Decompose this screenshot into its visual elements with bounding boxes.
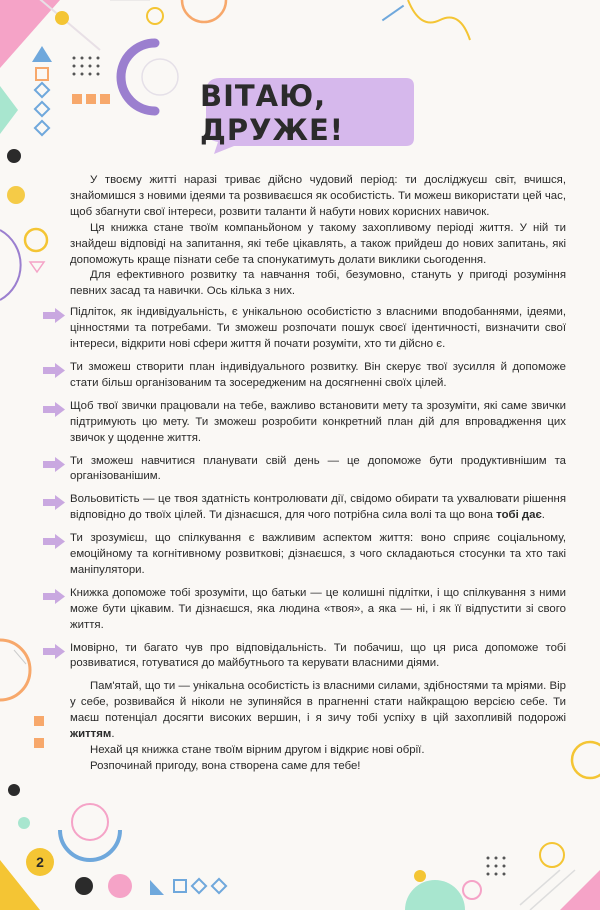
bullet-item (70, 641, 566, 673)
arrow-icon (43, 363, 65, 378)
arrow-icon (43, 589, 65, 604)
bullet-text: Підліток, як індивідуальність, є унікальною особистістю з власними вподобаннями, ідеями, цінностями та потребами. Ти зможеш розпочати пошук своєї ідентичності, визначити свої інтереси, відкрити нові сфери життя й почати розуміти, хто ти дійсно є. (70, 306, 566, 351)
closing-text-end: . (111, 728, 115, 741)
arrow-icon (43, 534, 65, 549)
bullet-item (70, 305, 566, 353)
closing-paragraph: Розпочинай пригоду, вона створена саме для тебе! (90, 759, 361, 772)
closing-emphasis: життям (70, 728, 112, 741)
bullet-item (70, 454, 566, 486)
title-bubble (200, 72, 418, 154)
main-text (70, 173, 566, 775)
bullet-text-end: . (541, 509, 545, 522)
page-title: ВІТАЮ, ДРУЖЕ! (200, 79, 344, 147)
intro-paragraph: У твоєму житті наразі триває дійсно чудовий період: ти досліджуєш світ, вчишся, знайомишся з новими ідеями та розвиваєшся як особистість. Ти можеш використати цей час, щоб збагнути свої інтереси, розвити таланти й набути нових корисних навичок. (70, 174, 566, 218)
arrow-icon (43, 457, 65, 472)
arrow-icon (43, 402, 65, 417)
page-number: 2 (26, 848, 54, 876)
arrow-icon (43, 644, 65, 659)
bullet-item (70, 360, 566, 392)
bullet-item (70, 586, 566, 634)
bullet-item (70, 399, 566, 447)
intro-paragraph: Для ефективного розвитку та навчання тобі, безумовно, стануть у пригоді розуміння певних засад та навички. Ось кілька з них. (70, 269, 566, 298)
arrow-icon (43, 308, 65, 323)
bullet-item (70, 492, 566, 524)
bullet-text: Книжка допоможе тобі зрозуміти, що батьки — це колишні підлітки, і що спілкування з ними може бути цікавим. Ти дізнаєшся, яка людина «твоя», а яка — ні, і як її відпустити зі свого життя. (70, 586, 566, 631)
bullet-item (70, 531, 566, 579)
bullet-emphasis: тобі дає (496, 509, 542, 522)
closing-paragraph (70, 679, 566, 743)
bullet-text: Щоб твої звички працювали на тебе, важливо встановити мету та зрозуміти, які саме звички підтримують цю мету. Ти зможеш розробити конкретний план дій для впровадження цих звичок у щоденне життя. (70, 399, 566, 444)
bullet-text: Імовірно, ти багато чув про відповідальність. Ти побачиш, що ця риса допоможе тобі розвиватися, готуватися до майбутнього та керувати власними діями. (70, 641, 566, 670)
bullet-text: Ти зможеш навчитися планувати свій день — це допоможе бути продуктивнішим та організованішим. (70, 454, 566, 483)
intro-paragraph: Ця книжка стане твоїм компаньйоном у такому захопливому періоді життя. У ній ти знайдеш відповіді на запитання, які тебе цікавлять, а також прийдеш до нових запитань, які допоможуть краще пізнати себе та спонукатимуть долати виклики сьогодення. (70, 221, 566, 266)
bullet-text: Ти зрозумієш, що спілкування є важливим аспектом життя: воно сприяє соціальному, емоційному та когнітивному розвиткові; дізнаєшся, з чого складаються стосунки та хто такі маніпулятори. (70, 532, 566, 576)
bullet-text: Ти зможеш створити план індивідуального розвитку. Він скерує твої зусилля й допоможе стати більш організованим та зосередженим на досягненні своїх цілей. (70, 360, 566, 389)
closing-text: Пам'ятай, що ти — унікальна особистість із власними силами, здібностями та мріями. Вір у себе, розвивайся й ніколи не зупиняйся в прагненні стати найкращою версією себе. Ти маєш потенціал досягти високих вершин, і я зичу тобі успіху в цій захопливій подорожі (70, 680, 566, 725)
closing-paragraph: Нехай ця книжка стане твоїм вірним другом і відкриє нові обрії. (90, 744, 425, 756)
arrow-icon (43, 495, 65, 510)
bullet-text: Вольовитість — це твоя здатність контролювати дії, свідомо обирати та ухвалювати рішення відповідно до твоїх цілей. Ти дізнаєшся, для чого потрібна сила волі та що вона (70, 493, 566, 522)
